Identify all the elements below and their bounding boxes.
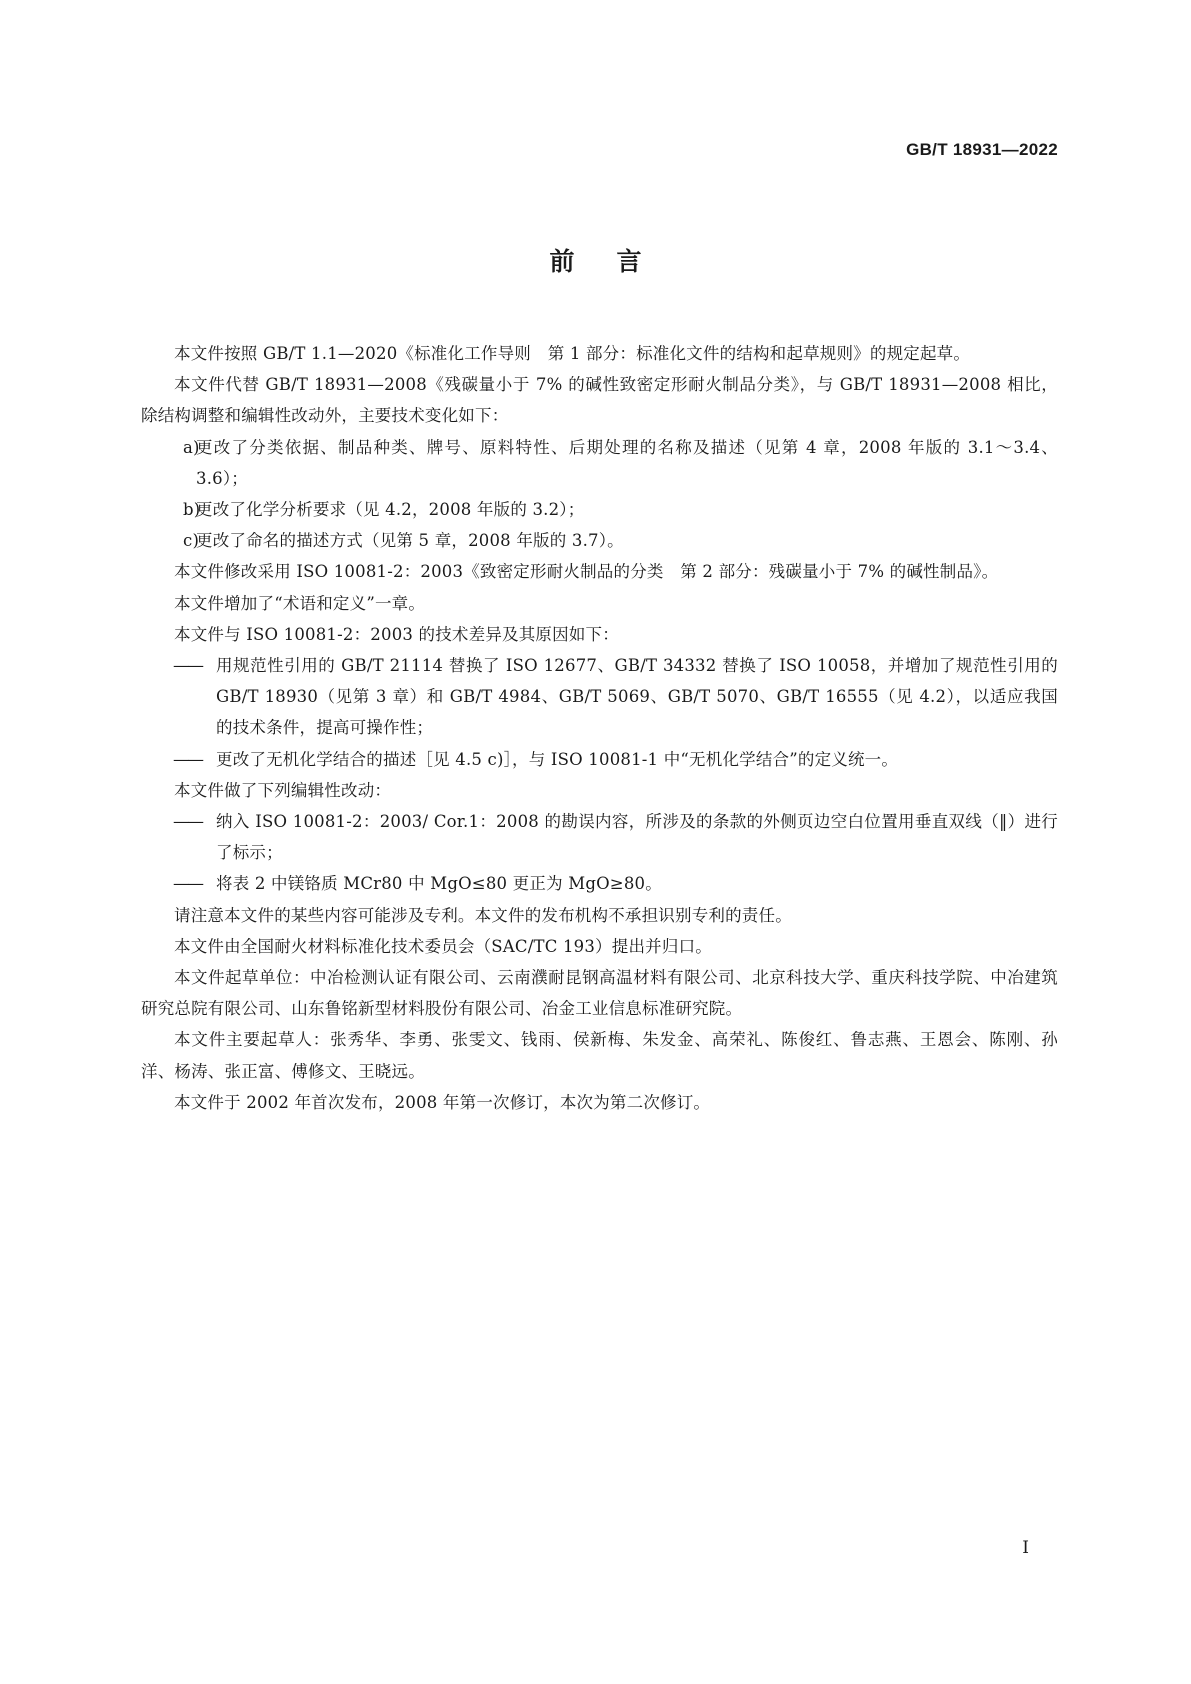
list-item-text: 更改了化学分析要求（见 4.2，2008 年版的 3.2）； xyxy=(196,500,585,520)
paragraph-history: 本文件于 2002 年首次发布，2008 年第一次修订，本次为第二次修订。 xyxy=(174,1092,711,1112)
page-title: 前言 xyxy=(549,247,684,276)
list-item-text: 更改了命名的描述方式（见第 5 章，2008 年版的 3.7）。 xyxy=(196,531,624,551)
dash-marker: —— xyxy=(173,749,202,769)
paragraph-proposer: 本文件由全国耐火材料标准化技术委员会（SAC/TC 193）提出并归口。 xyxy=(174,936,712,956)
list-item-c xyxy=(141,525,1058,556)
list-item-text: 更改了分类依据、制品种类、牌号、原料特性、后期处理的名称及描述（见第 4 章，2008 年版的 3.1～3.4、3.6）； xyxy=(196,437,1058,488)
dash-item-text: 纳入 ISO 10081-2：2003/ Cor.1：2008 的勘误内容，所涉及的条款的外侧页边空白位置用垂直双线（‖）进行了标示； xyxy=(216,812,1058,863)
paragraph-iso-adoption: 本文件修改采用 ISO 10081-2：2003《致密定形耐火制品的分类 第 2 部分：残碳量小于 7% 的碱性制品》。 xyxy=(174,562,999,582)
paragraph-technical-differences: 本文件与 ISO 10081-2：2003 的技术差异及其原因如下： xyxy=(174,624,619,644)
dash-item-corrigendum xyxy=(141,806,1058,868)
list-marker: a) xyxy=(183,437,200,457)
dash-item-text: 用规范性引用的 GB/T 21114 替换了 ISO 12677、GB/T 34332 替换了 ISO 10058，并增加了规范性引用的 GB/T 18930（见第 3 章）和 GB/T 4984、GB/T 5069、GB/T 5070、GB/T 16555（见 4.2），以适应我国的技术条件，提高可操作性； xyxy=(216,656,1058,738)
dash-item-inorganic-bonding xyxy=(141,744,1058,775)
dash-item-table-correction xyxy=(141,868,1058,899)
list-marker: c) xyxy=(183,531,200,551)
dash-item-text: 更改了无机化学结合的描述［见 4.5 c)］，与 ISO 10081-1 中“无机化学结合”的定义统一。 xyxy=(216,749,899,769)
paragraph-patent-notice: 请注意本文件的某些内容可能涉及专利。本文件的发布机构不承担识别专利的责任。 xyxy=(174,905,792,925)
paragraph-added-chapter: 本文件增加了“术语和定义”一章。 xyxy=(174,593,426,613)
page-number: I xyxy=(1022,1538,1029,1558)
paragraph-drafting-basis: 本文件按照 GB/T 1.1—2020《标准化工作导则 第 1 部分：标准化文件的结构和起草规则》的规定起草。 xyxy=(174,344,971,363)
list-item-b xyxy=(141,494,1058,525)
dash-marker: —— xyxy=(173,656,202,676)
foreword-body xyxy=(141,338,1058,1118)
paragraph-editorial-changes: 本文件做了下列编辑性改动： xyxy=(174,780,392,800)
dash-marker: —— xyxy=(173,812,202,832)
dash-item-normative-references xyxy=(141,650,1058,744)
document-number: GB/T 18931—2022 xyxy=(906,140,1058,159)
paragraph-drafters: 本文件主要起草人：张秀华、李勇、张雯文、钱雨、侯新梅、朱发金、高荣礼、陈俊红、鲁志燕、王恩会、陈刚、孙洋、杨涛、张正富、傅修文、王晓远。 xyxy=(141,1030,1058,1081)
dash-item-text: 将表 2 中镁铬质 MCr80 中 MgO≤80 更正为 MgO≥80。 xyxy=(216,874,662,894)
paragraph-drafting-units: 本文件起草单位：中冶检测认证有限公司、云南濮耐昆钢高温材料有限公司、北京科技大学、重庆科技学院、中冶建筑研究总院有限公司、山东鲁铭新型材料股份有限公司、冶金工业信息标准研究院。 xyxy=(141,968,1058,1019)
paragraph-replacement: 本文件代替 GB/T 18931—2008《残碳量小于 7% 的碱性致密定形耐火制品分类》，与 GB/T 18931—2008 相比，除结构调整和编辑性改动外，主要技术变化如下： xyxy=(141,375,1058,426)
list-item-a xyxy=(141,432,1058,494)
dash-marker: —— xyxy=(173,874,202,894)
list-marker: b) xyxy=(183,500,201,520)
